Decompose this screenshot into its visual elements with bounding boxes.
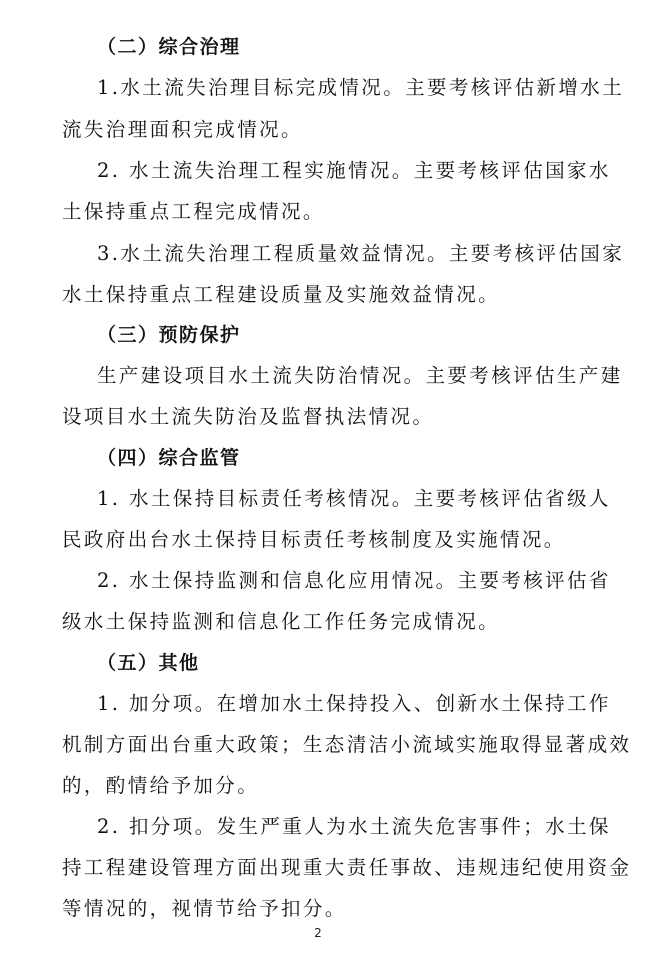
paragraph-line: 流失治理面积完成情况。 xyxy=(62,118,303,141)
paragraph-line: 设项目水土流失防治及监督执法情况。 xyxy=(62,405,435,428)
paragraph-line: 生产建设项目水土流失防治情况。主要考核评估生产建 xyxy=(97,364,623,387)
section-heading-comprehensive-governance: （二）综合治理 xyxy=(97,36,241,58)
paragraph-line: 的，酌情给予加分。 xyxy=(62,774,260,797)
paragraph-line: 2. 水土流失治理工程实施情况。主要考核评估国家水 xyxy=(97,159,611,182)
paragraph-line: 民政府出台水土保持目标责任考核制度及实施情况。 xyxy=(62,528,566,551)
section-heading-other: （五）其他 xyxy=(97,652,200,674)
paragraph-line: 1. 水土保持目标责任考核情况。主要考核评估省级人 xyxy=(97,487,611,510)
paragraph-line: 等情况的，视情节给予扣分。 xyxy=(62,897,347,920)
paragraph-line: 持工程建设管理方面出现重大责任事故、违规违纪使用资金 xyxy=(62,856,632,879)
paragraph-line: 级水土保持监测和信息化工作任务完成情况。 xyxy=(62,610,501,633)
paragraph-line: 2. 扣分项。发生严重人为水土流失危害事件；水土保 xyxy=(97,815,611,838)
section-heading-comprehensive-supervision: （四）综合监管 xyxy=(97,447,241,469)
paragraph-line: 机制方面出台重大政策；生态清洁小流域实施取得显著成效 xyxy=(62,733,632,756)
paragraph-line: 土保持重点工程完成情况。 xyxy=(62,200,325,223)
paragraph-line: 1.水土流失治理目标完成情况。主要考核评估新增水土 xyxy=(97,76,625,99)
section-heading-prevention-protection: （三）预防保护 xyxy=(97,324,241,346)
paragraph-line: 3.水土流失治理工程质量效益情况。主要考核评估国家 xyxy=(97,242,625,265)
paragraph-line: 1. 加分项。在增加水土保持投入、创新水土保持工作 xyxy=(97,692,611,715)
paragraph-line: 2. 水土保持监测和信息化应用情况。主要考核评估省 xyxy=(97,569,611,592)
paragraph-line: 水土保持重点工程建设质量及实施效益情况。 xyxy=(62,283,501,306)
page-number: 2 xyxy=(314,926,322,940)
